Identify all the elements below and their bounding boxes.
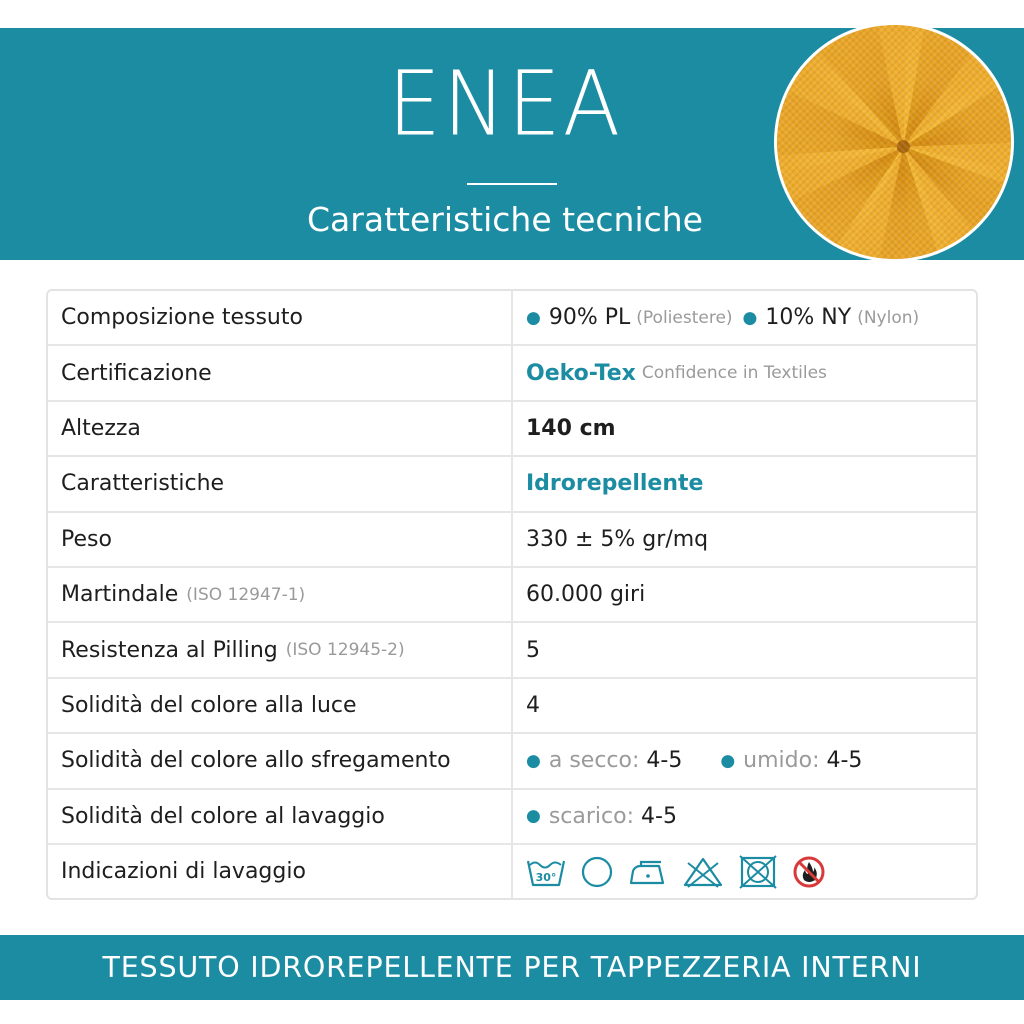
row-label (48, 623, 513, 676)
light-fastness-value: 4 (526, 692, 540, 718)
composition-pl-note: (Poliestere) (636, 307, 733, 328)
no-bleach-icon (682, 855, 724, 889)
page-subtitle: Caratteristiche tecniche (307, 200, 703, 239)
certification-tagline: Confidence in Textiles (641, 363, 827, 384)
table-row-weight (48, 511, 976, 566)
row-label: Caratteristiche (48, 457, 513, 510)
martindale-value: 60.000 giri (526, 582, 646, 608)
no-flame-icon (792, 855, 826, 889)
table-row-wash-fastness (48, 788, 976, 843)
footer-text: TESSUTO IDROREPELLENTE PER TAPPEZZERIA INTERNI (102, 951, 922, 984)
rub-dry-value: 4-5 (646, 748, 683, 774)
row-value (513, 734, 976, 787)
bullet-icon: ● (526, 307, 541, 328)
iron-low-icon (628, 855, 668, 889)
spec-table (46, 289, 978, 900)
weight-value: 330 ± 5% gr/mq (526, 526, 709, 552)
table-row-light-fastness (48, 677, 976, 732)
pilling-standard: (ISO 12945-2) (285, 640, 405, 661)
pilling-label: Resistenza al Pilling (61, 637, 278, 663)
row-value (513, 291, 976, 344)
row-value (513, 790, 976, 843)
wash-temp-label: 30° (535, 870, 557, 884)
row-value (513, 346, 976, 399)
row-value (513, 845, 976, 898)
row-label: Indicazioni di lavaggio (48, 845, 513, 898)
row-label: Altezza (48, 402, 513, 455)
bullet-icon: ● (526, 806, 541, 827)
height-value: 140 cm (526, 415, 616, 441)
bullet-icon: ● (742, 307, 758, 328)
dry-clean-icon (580, 855, 614, 889)
table-row-martindale (48, 566, 976, 621)
row-label: Solidità del colore alla luce (48, 679, 513, 732)
row-label: Solidità del colore allo sfregamento (48, 734, 513, 787)
row-label: Peso (48, 513, 513, 566)
wash-30-icon (526, 855, 566, 889)
row-label: Certificazione (48, 346, 513, 399)
row-label: Composizione tessuto (48, 291, 513, 344)
care-icons (526, 855, 826, 889)
martindale-label: Martindale (61, 582, 179, 608)
row-label: Solidità del colore al lavaggio (48, 790, 513, 843)
fabric-texture (777, 25, 1011, 259)
row-label (48, 568, 513, 621)
table-row-pilling (48, 621, 976, 676)
no-tumble-dry-icon (738, 855, 778, 889)
certification-brand: Oeko-Tex (526, 360, 636, 386)
martindale-standard: (ISO 12947-1) (186, 584, 306, 605)
composition-ny-note: (Nylon) (857, 307, 920, 328)
table-row-care (48, 843, 976, 898)
wash-discharge-value: 4-5 (641, 803, 677, 829)
fabric-swatch-image (774, 22, 1014, 262)
table-row-rub-fastness (48, 732, 976, 787)
bullet-icon: ● (526, 750, 541, 771)
rub-wet-value: 4-5 (826, 748, 863, 774)
title-divider (467, 183, 557, 185)
pilling-value: 5 (526, 637, 540, 663)
table-row-composition (48, 291, 976, 344)
composition-ny: 10% NY (765, 305, 852, 331)
product-title: ENEA (387, 52, 623, 156)
rub-wet-label: umido: (743, 748, 820, 774)
features-value: Idrorepellente (526, 471, 704, 497)
footer-banner (0, 935, 1024, 1000)
bullet-icon: ● (720, 750, 736, 771)
table-row-certification (48, 344, 976, 399)
wash-discharge-label: scarico: (548, 803, 635, 829)
table-row-features (48, 455, 976, 510)
rub-dry-label: a secco: (548, 748, 640, 774)
table-row-height (48, 400, 976, 455)
composition-pl: 90% PL (548, 305, 631, 331)
